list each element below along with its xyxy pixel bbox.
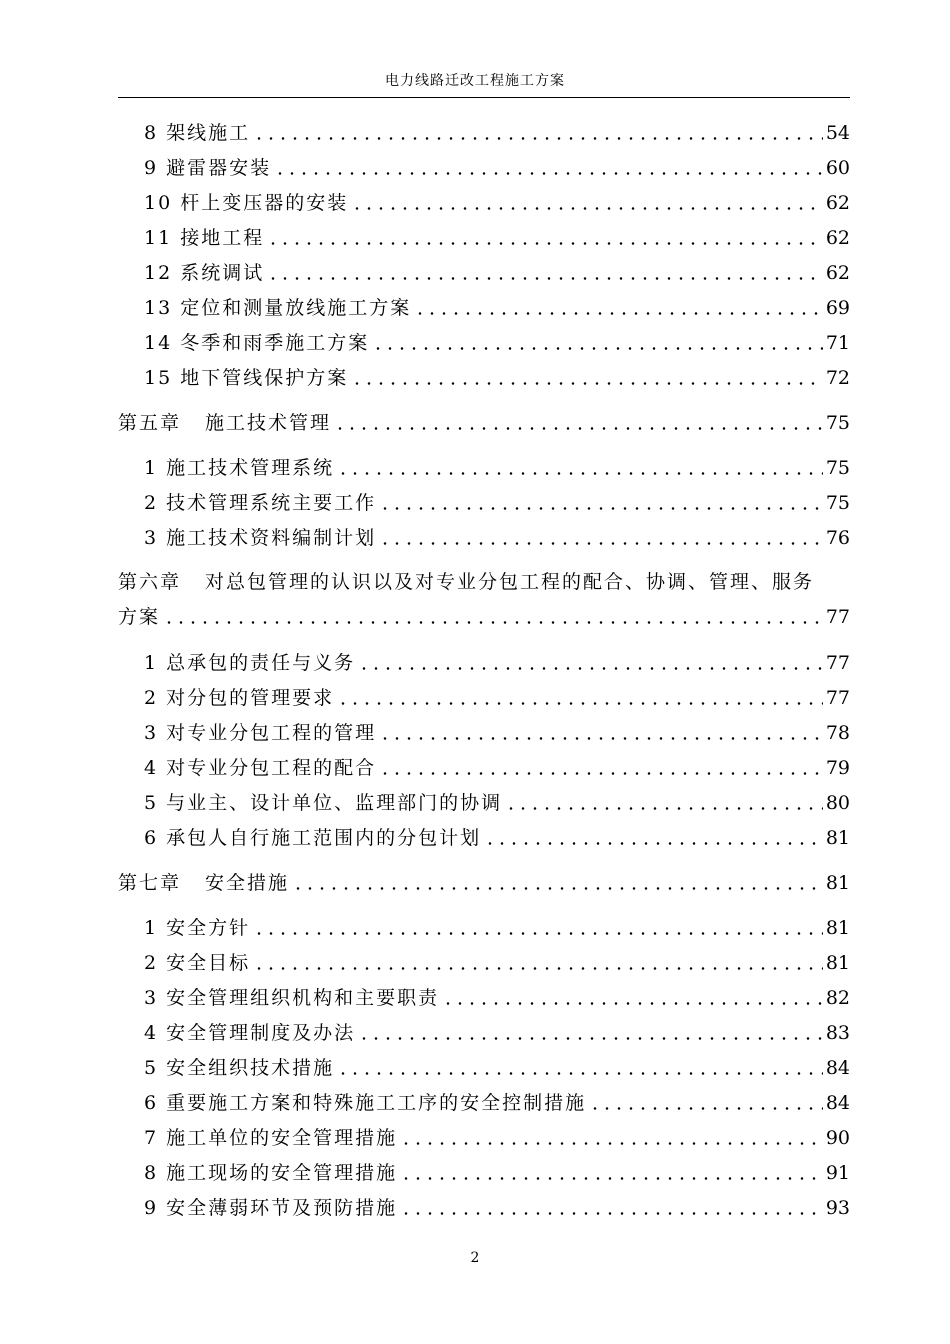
toc-dot-leader	[505, 807, 823, 810]
toc-entry-page: 81	[825, 917, 850, 939]
toc-entry-page: 77	[825, 606, 850, 628]
toc-entry-title: 3 对专业分包工程的管理	[144, 722, 377, 744]
toc-entry-title: 8 施工现场的安全管理措施	[144, 1162, 398, 1184]
toc-entry[interactable]	[144, 753, 850, 781]
toc-entry-page: 93	[825, 1197, 850, 1219]
toc-entry-title: 3 安全管理组织机构和主要职责	[144, 987, 440, 1009]
toc-dot-leader	[253, 967, 823, 970]
toc-entry-page: 60	[825, 157, 850, 179]
toc-entry[interactable]	[144, 223, 850, 251]
toc-chapter-entry[interactable]	[118, 567, 850, 595]
toc-entry[interactable]	[144, 153, 850, 181]
toc-chapter-continuation[interactable]	[118, 602, 850, 630]
toc-entry-page: 72	[825, 367, 850, 389]
toc-dot-leader	[334, 427, 823, 430]
toc-entry-title: 10 杆上变压器的安装	[144, 192, 349, 214]
toc-entry-title: 2 安全目标	[144, 952, 251, 974]
toc-chapter-label: 第六章	[118, 571, 182, 593]
toc-entry[interactable]	[144, 328, 850, 356]
toc-dot-leader	[274, 172, 823, 175]
toc-dot-leader	[267, 242, 823, 245]
toc-entry-page: 91	[825, 1162, 850, 1184]
toc-dot-leader	[163, 621, 823, 624]
toc-entry[interactable]	[144, 363, 850, 391]
toc-entry-title: 15 地下管线保护方案	[144, 367, 349, 389]
toc-entry-title: 4 对专业分包工程的配合	[144, 757, 377, 779]
toc-dot-leader	[379, 507, 823, 510]
toc-entry[interactable]	[144, 258, 850, 286]
toc-chapter-label: 第七章	[118, 872, 182, 894]
toc-entry[interactable]	[144, 1088, 850, 1116]
toc-dot-leader	[379, 737, 823, 740]
toc-entry-page: 69	[825, 297, 850, 319]
toc-entry[interactable]	[144, 788, 850, 816]
toc-dot-leader	[400, 1212, 823, 1215]
toc-entry[interactable]	[144, 913, 850, 941]
toc-entry[interactable]	[144, 1018, 850, 1046]
toc-dot-leader	[358, 1037, 823, 1040]
toc-entry[interactable]	[144, 523, 850, 551]
toc-entry-page: 62	[825, 262, 850, 284]
toc-entry-title: 8 架线施工	[144, 122, 251, 144]
toc-dot-leader	[337, 702, 823, 705]
toc-entry-page: 75	[825, 457, 850, 479]
toc-entry[interactable]	[144, 983, 850, 1011]
running-header: 电力线路迁改工程施工方案	[385, 73, 565, 89]
page-number: 2	[470, 1250, 480, 1266]
toc-entry-page: 79	[825, 757, 850, 779]
toc-dot-leader	[400, 1142, 823, 1145]
toc-entry[interactable]	[144, 948, 850, 976]
toc-dot-leader	[442, 1002, 823, 1005]
toc-entry-title: 5 与业主、设计单位、监理部门的协调	[144, 792, 503, 814]
toc-entry-page: 54	[825, 122, 850, 144]
toc-chapter-entry[interactable]	[118, 408, 850, 436]
toc-entry-title: 14 冬季和雨季施工方案	[144, 332, 370, 354]
toc-entry[interactable]	[144, 1158, 850, 1186]
toc-dot-leader	[589, 1107, 823, 1110]
toc-entry-title: 6 重要施工方案和特殊施工工序的安全控制措施	[144, 1092, 587, 1114]
toc-dot-leader	[292, 887, 823, 890]
toc-entry-page: 83	[825, 1022, 850, 1044]
toc-dot-leader	[337, 472, 823, 475]
toc-chapter-label: 第五章	[118, 412, 182, 434]
toc-entry[interactable]	[144, 718, 850, 746]
toc-entry[interactable]	[144, 1123, 850, 1151]
toc-dot-leader	[253, 137, 823, 140]
toc-entry-title: 1 安全方针	[144, 917, 251, 939]
toc-entry[interactable]	[144, 488, 850, 516]
toc-entry-title: 13 定位和测量放线施工方案	[144, 297, 412, 319]
toc-dot-leader	[379, 542, 823, 545]
toc-entry-title: 12 系统调试	[144, 262, 265, 284]
toc-entry-title: 3 施工技术资料编制计划	[144, 527, 377, 549]
toc-entry[interactable]	[144, 648, 850, 676]
toc-dot-leader	[351, 382, 823, 385]
toc-entry-title: 9 安全薄弱环节及预防措施	[144, 1197, 398, 1219]
toc-dot-leader	[414, 312, 823, 315]
toc-entry-title: 7 施工单位的安全管理措施	[144, 1127, 398, 1149]
toc-entry[interactable]	[144, 118, 850, 146]
toc-dot-leader	[337, 1072, 823, 1075]
toc-entry-page: 77	[825, 687, 850, 709]
toc-entry-title: 1 总承包的责任与义务	[144, 652, 356, 674]
toc-dot-leader	[267, 277, 823, 280]
toc-entry-page: 78	[825, 722, 850, 744]
toc-entry-title: 5 安全组织技术措施	[144, 1057, 335, 1079]
toc-entry-title: 2 技术管理系统主要工作	[144, 492, 377, 514]
toc-entry-page: 75	[825, 492, 850, 514]
toc-entry-page: 71	[825, 332, 850, 354]
toc-entry[interactable]	[144, 1053, 850, 1081]
toc-entry-page: 80	[825, 792, 850, 814]
toc-entry[interactable]	[144, 683, 850, 711]
toc-dot-leader	[253, 932, 823, 935]
toc-entry-title: 4 安全管理制度及办法	[144, 1022, 356, 1044]
toc-entry[interactable]	[144, 1193, 850, 1221]
toc-entry[interactable]	[144, 188, 850, 216]
toc-entry-title: 11 接地工程	[144, 227, 265, 249]
toc-entry-page: 77	[825, 652, 850, 674]
toc-entry-page: 62	[825, 227, 850, 249]
toc-entry-page: 90	[825, 1127, 850, 1149]
toc-entry-title: 6 承包人自行施工范围内的分包计划	[144, 827, 482, 849]
toc-entry-page: 82	[825, 987, 850, 1009]
toc-entry-title: 9 避雷器安装	[144, 157, 272, 179]
toc-entry-page: 84	[825, 1092, 850, 1114]
toc-chapter-title-continued: 方案	[118, 606, 161, 628]
toc-entry-page: 81	[825, 952, 850, 974]
toc-entry-title: 2 对分包的管理要求	[144, 687, 335, 709]
table-of-contents	[118, 0, 850, 1344]
toc-dot-leader	[358, 667, 823, 670]
toc-entry-title: 1 施工技术管理系统	[144, 457, 335, 479]
toc-entry-page: 81	[825, 872, 850, 894]
toc-entry-page: 75	[825, 412, 850, 434]
toc-chapter-title: 安全措施	[205, 872, 290, 894]
toc-entry-page: 81	[825, 827, 850, 849]
toc-entry[interactable]	[144, 293, 850, 321]
toc-dot-leader	[379, 772, 823, 775]
toc-dot-leader	[372, 347, 823, 350]
toc-chapter-entry[interactable]	[118, 868, 850, 896]
toc-chapter-title: 施工技术管理	[205, 412, 332, 434]
toc-dot-leader	[484, 842, 823, 845]
toc-dot-leader	[400, 1177, 823, 1180]
toc-entry-page: 62	[825, 192, 850, 214]
toc-entry[interactable]	[144, 453, 850, 481]
toc-entry[interactable]	[144, 823, 850, 851]
toc-dot-leader	[351, 207, 823, 210]
toc-chapter-title: 对总包管理的认识以及对专业分包工程的配合、协调、管理、服务	[205, 571, 815, 593]
toc-entry-page: 84	[825, 1057, 850, 1079]
toc-entry-page: 76	[825, 527, 850, 549]
